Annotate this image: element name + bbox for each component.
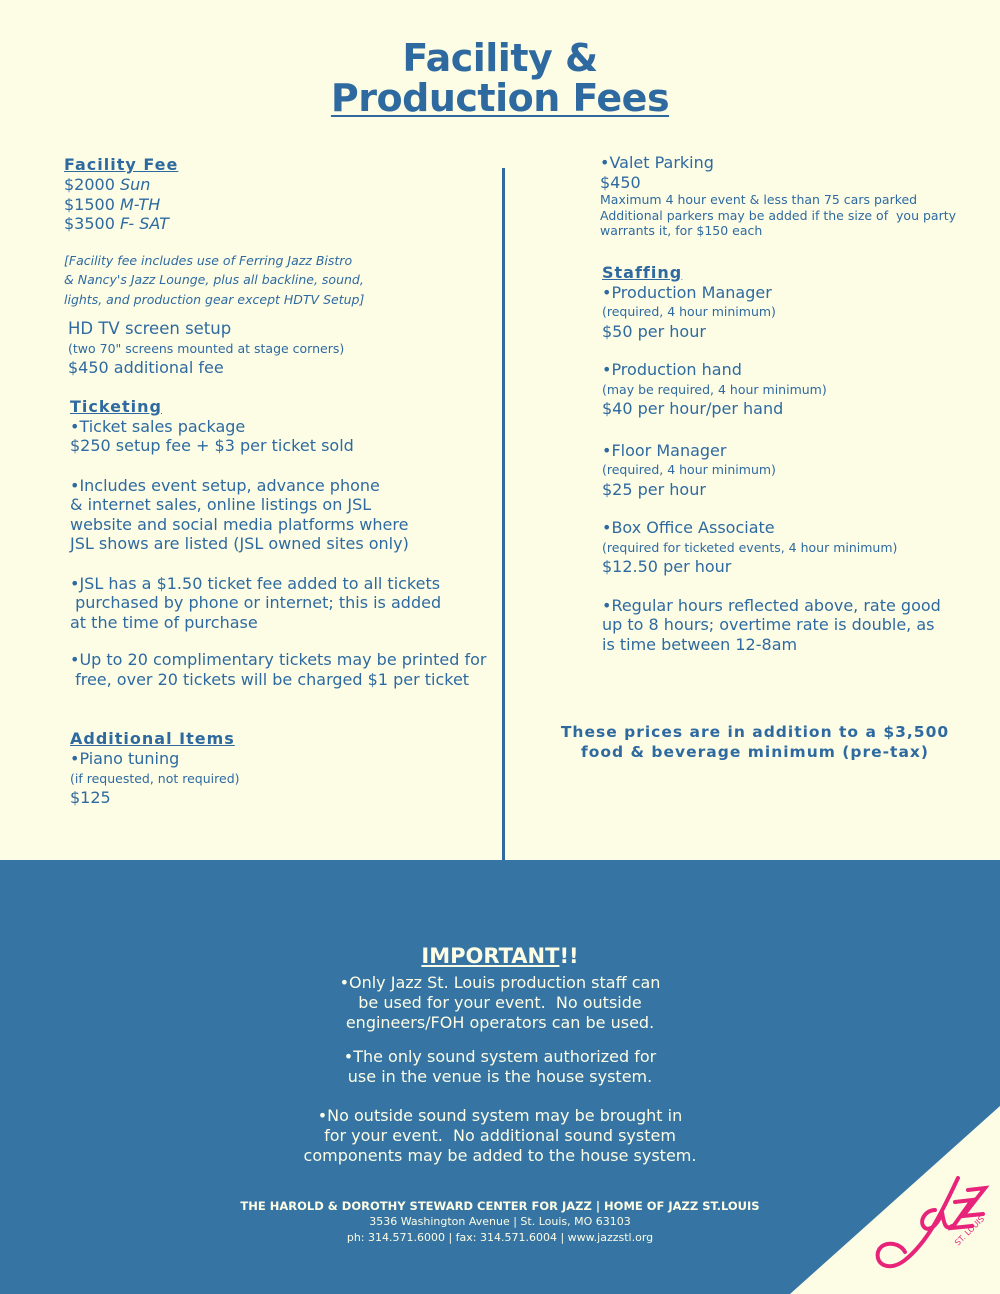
important-title: IMPORTANT!! [421, 944, 579, 968]
regular-hours-line: up to 8 hours; overtime rate is double, as [602, 615, 935, 634]
facility-price-mth: $1500 M-TH [64, 194, 161, 214]
facility-price-sun: $2000 Sun [64, 175, 151, 194]
staffing-heading: Staffing [602, 262, 683, 282]
additional-items-heading: Additional Items [70, 729, 235, 748]
piano-title: •Piano tuning [70, 749, 180, 768]
facility-note-line: & Nancy's Jazz Lounge, plus all backline, sound, [64, 272, 364, 287]
ticket-fee-note-line: purchased by phone or internet; this is added [70, 593, 442, 612]
ticket-comp-line: free, over 20 tickets will be charged $1 per ticket [70, 669, 470, 689]
ticket-includes-line: & internet sales, online listings on JSL [70, 495, 372, 514]
important-item: •Only Jazz St. Louis production staff can be used for your event. No outside engineers/FOH operators can be used. [339, 973, 661, 1032]
left-column [64, 155, 494, 808]
ticket-package: •Ticket sales package [70, 416, 246, 436]
staff-role: •Production Manager [602, 282, 772, 302]
footer-contact: ph: 314.571.6000 | fax: 314.571.6004 | www.jazzstl.org [346, 1231, 654, 1244]
staff-note: (required, 4 hour minimum) [602, 304, 776, 319]
footer-org: THE HAROLD & DOROTHY STEWARD CENTER FOR JAZZ | HOME OF JAZZ ST.LOUIS [240, 1199, 760, 1213]
staff-role: •Production hand [602, 360, 742, 379]
ticket-comp-line: •Up to 20 complimentary tickets may be printed for [70, 650, 487, 669]
staff-note: (required, 4 hour minimum) [602, 462, 776, 477]
staff-role: •Box Office Associate [602, 518, 775, 537]
regular-hours-line: •Regular hours reflected above, rate good [602, 595, 941, 615]
page-title-line-2: Production Fees [330, 76, 670, 120]
valet-note-line: Maximum 4 hour event & less than 75 cars parked [600, 192, 918, 207]
facility-note-line: lights, and production gear except HDTV Setup] [64, 291, 365, 307]
ticket-includes-line: JSL shows are listed (JSL owned sites only) [70, 534, 409, 553]
piano-note: (if requested, not required) [70, 770, 240, 786]
column-divider [502, 168, 505, 860]
hdtv-title: HD TV screen setup [68, 319, 232, 338]
staff-rate: $25 per hour [602, 479, 706, 499]
facility-fee-heading: Facility Fee [64, 155, 179, 174]
valet-note-line: Additional parkers may be added if the size of you party [600, 207, 957, 223]
facility-price-fsat: $3500 F- SAT [64, 214, 169, 233]
facility-note-line: [Facility fee includes use of Ferring Jazz Bistro [64, 252, 353, 268]
ticket-fee-note-line: at the time of purchase [70, 612, 258, 632]
ticket-fee-note-line: •JSL has a $1.50 ticket fee added to all tickets [70, 573, 441, 593]
hdtv-fee: $450 additional fee [68, 358, 224, 377]
ticketing-heading: Ticketing [70, 396, 162, 416]
staff-role: •Floor Manager [602, 440, 727, 460]
piano-fee: $125 [70, 788, 111, 807]
hdtv-note: (two 70" screens mounted at stage corners) [68, 340, 345, 356]
ticket-includes-line: website and social media platforms where [70, 514, 409, 534]
staff-rate: $12.50 per hour [602, 557, 732, 576]
valet-fee: $450 [600, 172, 641, 192]
regular-hours-line: is time between 12-8am [602, 634, 798, 654]
ticket-includes-line: •Includes event setup, advance phone [70, 475, 380, 495]
right-column [600, 153, 980, 654]
logo-subtext: ST. LOUIS [953, 1214, 987, 1248]
valet-note-line: warrants it, for $150 each [600, 223, 763, 238]
important-item: •No outside sound system may be brought in for your event. No additional sound system components may be added to the house system. [303, 1106, 697, 1165]
ticket-fee: $250 setup fee + $3 per ticket sold [70, 436, 354, 455]
staff-rate: $40 per hour/per hand [602, 399, 784, 418]
important-item: •The only sound system authorized for use in the venue is the house system. [343, 1047, 657, 1086]
staff-rate: $50 per hour [602, 321, 706, 341]
pricing-note: These prices are in addition to a $3,500 food & beverage minimum (pre-tax) [560, 723, 950, 761]
staff-note: (may be required, 4 hour minimum) [602, 381, 827, 397]
footer-address: 3536 Washington Avenue | St. Louis, MO 63103 [369, 1215, 631, 1228]
valet-title: •Valet Parking [600, 153, 714, 172]
staff-note: (required for ticketed events, 4 hour minimum) [602, 539, 898, 555]
page-title-line-1: Facility & [402, 36, 598, 80]
